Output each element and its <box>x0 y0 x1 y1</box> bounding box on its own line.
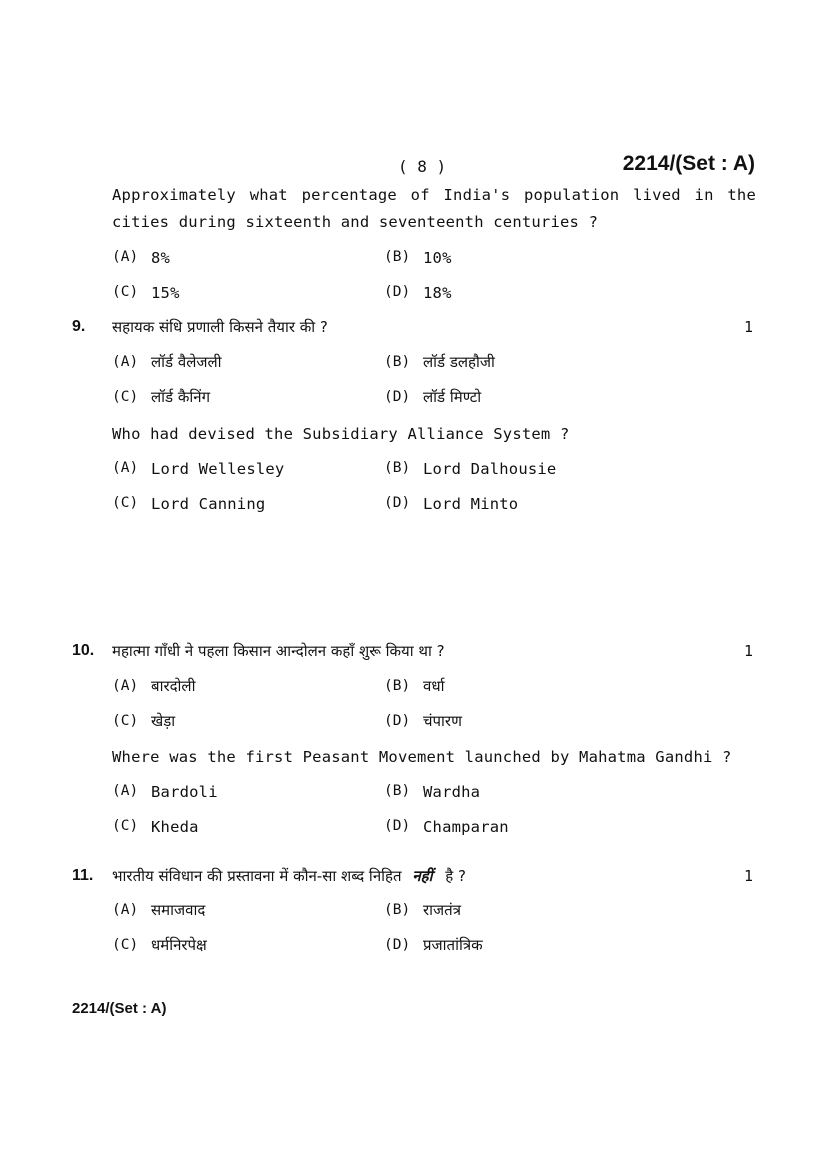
q9-marks: 1 <box>743 318 753 336</box>
q10-number: 10. <box>72 642 95 659</box>
q10-hi-option-c-letter: (C) <box>112 713 139 729</box>
q8-option-d-text: 18% <box>423 284 452 302</box>
q9-en-option-d-text: Lord Minto <box>423 495 519 513</box>
q11-question-hi-before: भारतीय संविधान की प्रस्तावना में कौन-सा शब्द निहित <box>112 867 402 885</box>
q11-question-hi-emphasis: नहीं <box>412 867 433 885</box>
q10-hi-option-b-text: वर्धा <box>423 677 445 695</box>
q11-question-hi-after: है ? <box>445 867 466 885</box>
q10-en-option-b-letter: (B) <box>384 783 411 799</box>
q9-en-option-a-text: Lord Wellesley <box>151 460 285 478</box>
q11-hi-option-a-text: समाजवाद <box>151 901 206 919</box>
q10-hi-option-a-letter: (A) <box>112 678 139 694</box>
q9-hi-option-b-text: लॉर्ड डलहौजी <box>423 353 495 371</box>
q10-en-option-b-text: Wardha <box>423 783 481 801</box>
q9-hi-option-a-text: लॉर्ड वैलेजली <box>151 353 222 371</box>
q11-hi-option-a-letter: (A) <box>112 902 139 918</box>
q11-hi-option-b-text: राजतंत्र <box>423 901 461 919</box>
q10-en-option-c-letter: (C) <box>112 818 139 834</box>
q8-option-a-text: 8% <box>151 249 171 267</box>
q10-question-hi: महात्मा गाँधी ने पहला किसान आन्दोलन कहाँ शुरू किया था ? <box>112 642 445 660</box>
q10-en-option-a-text: Bardoli <box>151 783 218 801</box>
q9-hi-option-b-letter: (B) <box>384 354 411 370</box>
q8-option-c-text: 15% <box>151 284 180 302</box>
q9-hi-option-a-letter: (A) <box>112 354 139 370</box>
q9-en-option-c-letter: (C) <box>112 495 139 511</box>
q9-hi-option-c-text: लॉर्ड कैनिंग <box>151 388 211 406</box>
q8-question-en: Approximately what percentage of India's population lived in the cities during sixteenth and seventeenth centuries ? <box>112 186 756 231</box>
q10-en-option-d-letter: (D) <box>384 818 411 834</box>
q9-en-option-d-letter: (D) <box>384 495 411 511</box>
paper-code-header: 2214/(Set : A) <box>622 152 755 175</box>
q9-en-option-b-letter: (B) <box>384 460 411 476</box>
q9-number: 9. <box>72 318 86 335</box>
q9-hi-option-d-letter: (D) <box>384 389 411 405</box>
q8-option-b-text: 10% <box>423 249 452 267</box>
q10-question-en: Where was the first Peasant Movement launched by Mahatma Gandhi ? <box>112 748 732 766</box>
q10-en-option-d-text: Champaran <box>423 818 509 836</box>
q9-en-option-b-text: Lord Dalhousie <box>423 460 557 478</box>
q8-option-c-letter: (C) <box>112 284 139 300</box>
q11-hi-option-d-text: प्रजातांत्रिक <box>423 936 483 954</box>
q11-hi-option-d-letter: (D) <box>384 937 411 953</box>
q9-question-hi: सहायक संधि प्रणाली किसने तैयार की ? <box>112 318 328 336</box>
q10-en-option-a-letter: (A) <box>112 783 139 799</box>
q9-hi-option-d-text: लॉर्ड मिण्टो <box>423 388 482 406</box>
q9-hi-option-c-letter: (C) <box>112 389 139 405</box>
q11-number: 11. <box>72 867 94 884</box>
q10-marks: 1 <box>743 642 753 660</box>
q10-hi-option-c-text: खेड़ा <box>151 712 176 730</box>
q8-option-a-letter: (A) <box>112 249 139 265</box>
paper-code-footer: 2214/(Set : A) <box>72 1000 167 1017</box>
q10-hi-option-d-letter: (D) <box>384 713 411 729</box>
q10-en-option-c-text: Kheda <box>151 818 199 836</box>
q9-en-option-c-text: Lord Canning <box>151 495 266 513</box>
q11-question-hi <box>112 866 466 886</box>
q9-question-en: Who had devised the Subsidiary Alliance System ? <box>112 425 570 443</box>
q10-hi-option-a-text: बारदोली <box>151 677 196 695</box>
q8-option-d-letter: (D) <box>384 284 411 300</box>
q8-option-b-letter: (B) <box>384 249 411 265</box>
q9-en-option-a-letter: (A) <box>112 460 139 476</box>
q11-hi-option-b-letter: (B) <box>384 902 411 918</box>
page-number: ( 8 ) <box>398 157 447 176</box>
q10-hi-option-b-letter: (B) <box>384 678 411 694</box>
q11-hi-option-c-letter: (C) <box>112 937 139 953</box>
q11-marks: 1 <box>743 867 753 885</box>
q10-hi-option-d-text: चंपारण <box>423 712 462 730</box>
q11-hi-option-c-text: धर्मनिरपेक्ष <box>151 936 207 954</box>
